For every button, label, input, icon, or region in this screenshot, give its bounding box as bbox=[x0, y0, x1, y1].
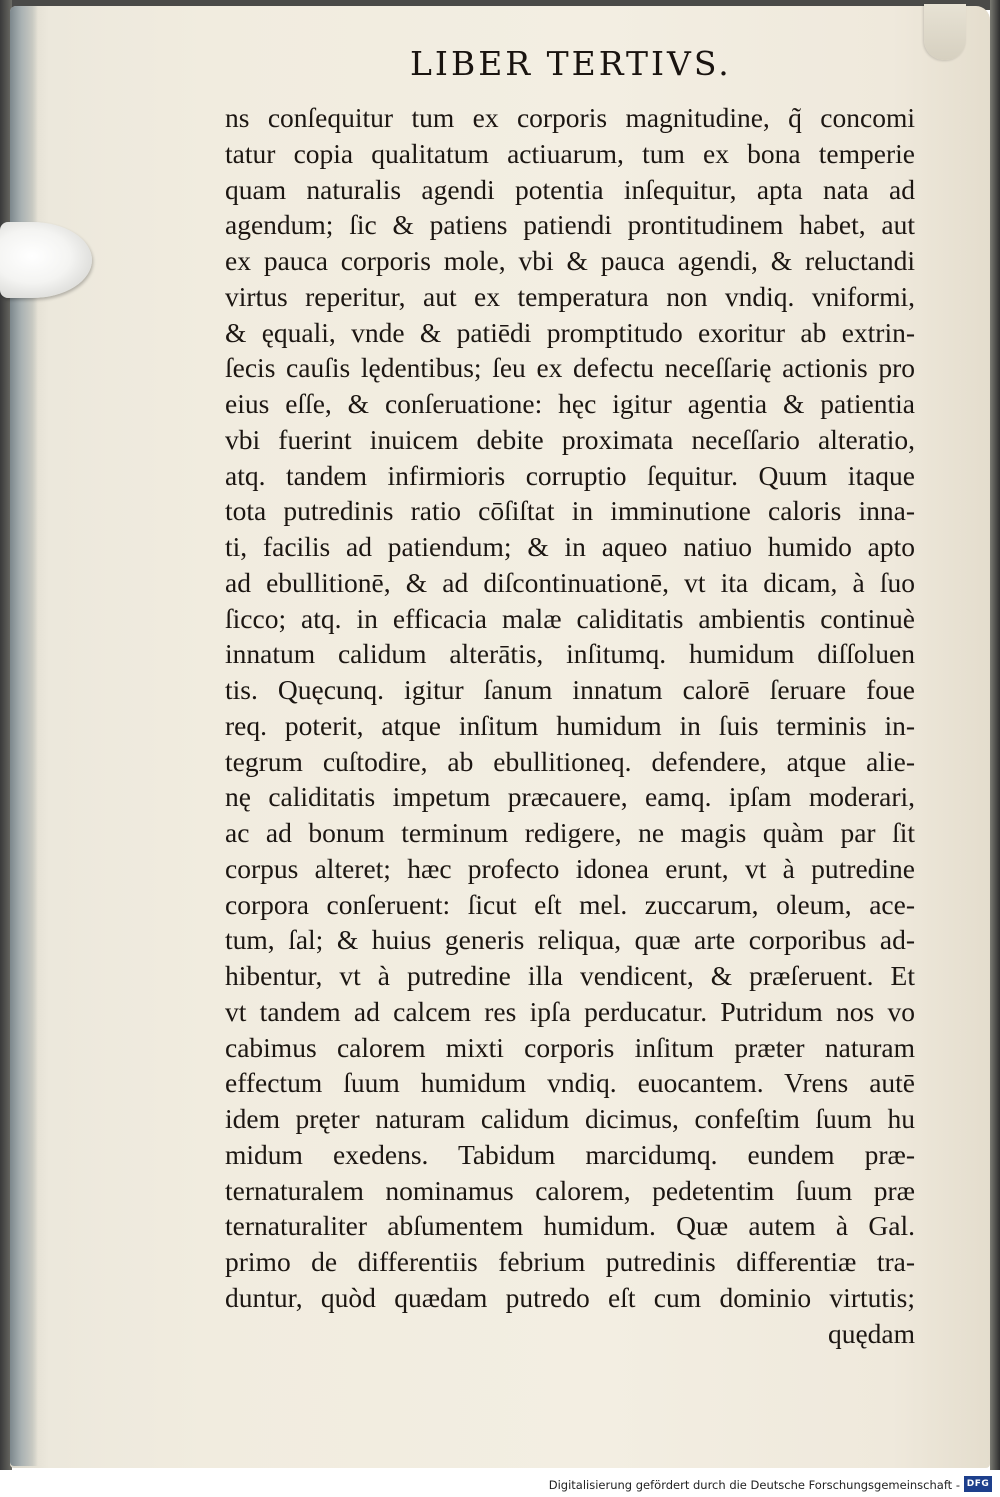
digitization-footer bbox=[0, 1472, 1000, 1497]
body-text bbox=[225, 100, 915, 1351]
catchword: quędam bbox=[827, 1317, 915, 1349]
text-line: effectum ſuum humidum vndiq. euocantem. Vrens autē bbox=[225, 1067, 915, 1099]
running-head: LIBER TERTIVS. bbox=[410, 44, 732, 83]
text-line: & ęquali, vnde & patiēdi promptitudo exoritur ab extrin- bbox=[225, 316, 915, 348]
text-line: agendum; ſic & patiens patiendi prontitudinem habet, aut bbox=[225, 209, 915, 241]
scanner-frame-right bbox=[990, 0, 1000, 1470]
text-line: cabimus calorem mixti corporis inſitum præter naturam bbox=[225, 1031, 915, 1063]
text-line: ad ebullitionē, & ad diſcontinuationē, vt ita dicam, à ſuo bbox=[225, 566, 915, 598]
text-line: nę caliditatis impetum præcauere, eamq. ipſam moderari, bbox=[225, 781, 915, 813]
text-line: virtus reperitur, aut ex temperatura non vndiq. vniformi, bbox=[225, 280, 915, 312]
text-line: ſecis cauſis lędentibus; ſeu ex defectu neceſſarię actionis pro bbox=[225, 352, 915, 384]
text-line: idem pręter naturam calidum dicimus, confeſtim ſuum hu bbox=[225, 1103, 915, 1134]
text-line: innatum calidum alterātis, inſitumq. humidum diſſoluen bbox=[225, 638, 915, 670]
text-line: ac ad bonum terminum redigere, ne magis quàm par ſit bbox=[225, 817, 915, 848]
text-line: ternaturaliter abſumentem humidum. Quæ autem à Gal. bbox=[225, 1210, 915, 1242]
text-line: vt tandem ad calcem res ipſa perducatur. Putridum nos vo bbox=[225, 995, 915, 1027]
text-line: duntur, quòd quædam putredo eſt cum dominio virtutis; bbox=[225, 1281, 915, 1313]
text-line: req. poterit, atque inſitum humidum in ſuis terminis in- bbox=[225, 709, 915, 741]
text-line: corpus alteret; hæc profecto idonea erunt, vt à putredine bbox=[225, 852, 915, 884]
text-line: primo de differentiis febrium putredinis differentiæ tra- bbox=[225, 1246, 915, 1277]
page-corner-curl bbox=[924, 4, 966, 60]
funding-credit: Digitalisierung gefördert durch die Deutsche Forschungsgemeinschaft - bbox=[548, 1478, 960, 1492]
text-line: quam naturalis agendi potentia inſequitur, apta nata ad bbox=[225, 173, 915, 205]
text-line: tis. Quęcunq. igitur ſanum innatum calorē ſeruare foue bbox=[225, 674, 915, 705]
text-line: tota putredinis ratio cōſiſtat in imminutione caloris inna- bbox=[225, 495, 915, 527]
dfg-logo-icon: DFG bbox=[964, 1476, 992, 1492]
text-line: ternaturalem nominamus calorem, pedetentim ſuum præ bbox=[225, 1174, 915, 1206]
text-line: ex pauca corporis mole, vbi & pauca agendi, & reluctandi bbox=[225, 245, 915, 276]
text-line: corpora conſeruent: ſicut eſt mel. zuccarum, oleum, ace- bbox=[225, 888, 915, 920]
text-line: ſicco; atq. in efficacia malæ caliditatis ambientis continuè bbox=[225, 602, 915, 634]
text-line: tum, ſal; & huius generis reliqua, quæ arte corporibus ad- bbox=[225, 924, 915, 956]
text-line: ti, facilis ad patiendum; & in aqueo natiuo humido apto bbox=[225, 531, 915, 562]
text-line: tatur copia qualitatum actiuarum, tum ex bona temperie bbox=[225, 137, 915, 169]
text-line: tegrum cuſtodire, ab ebullitioneq. defendere, atque alie- bbox=[225, 745, 915, 777]
text-line: hibentur, vt à putredine illa vendicent, & præſeruent. Et bbox=[225, 960, 915, 991]
text-line: vbi fuerint inuicem debite proximata neceſſario alteratio, bbox=[225, 423, 915, 455]
text-line: atq. tandem infirmioris corruptio ſequitur. Quum itaque bbox=[225, 459, 915, 491]
text-line: midum exedens. Tabidum marcidumq. eundem præ- bbox=[225, 1138, 915, 1170]
text-line: ns conſequitur tum ex corporis magnitudine, q̃ concomi bbox=[225, 102, 915, 133]
text-line: eius eſſe, & conſeruatione: hęc igitur agentia & patientia bbox=[225, 388, 915, 419]
